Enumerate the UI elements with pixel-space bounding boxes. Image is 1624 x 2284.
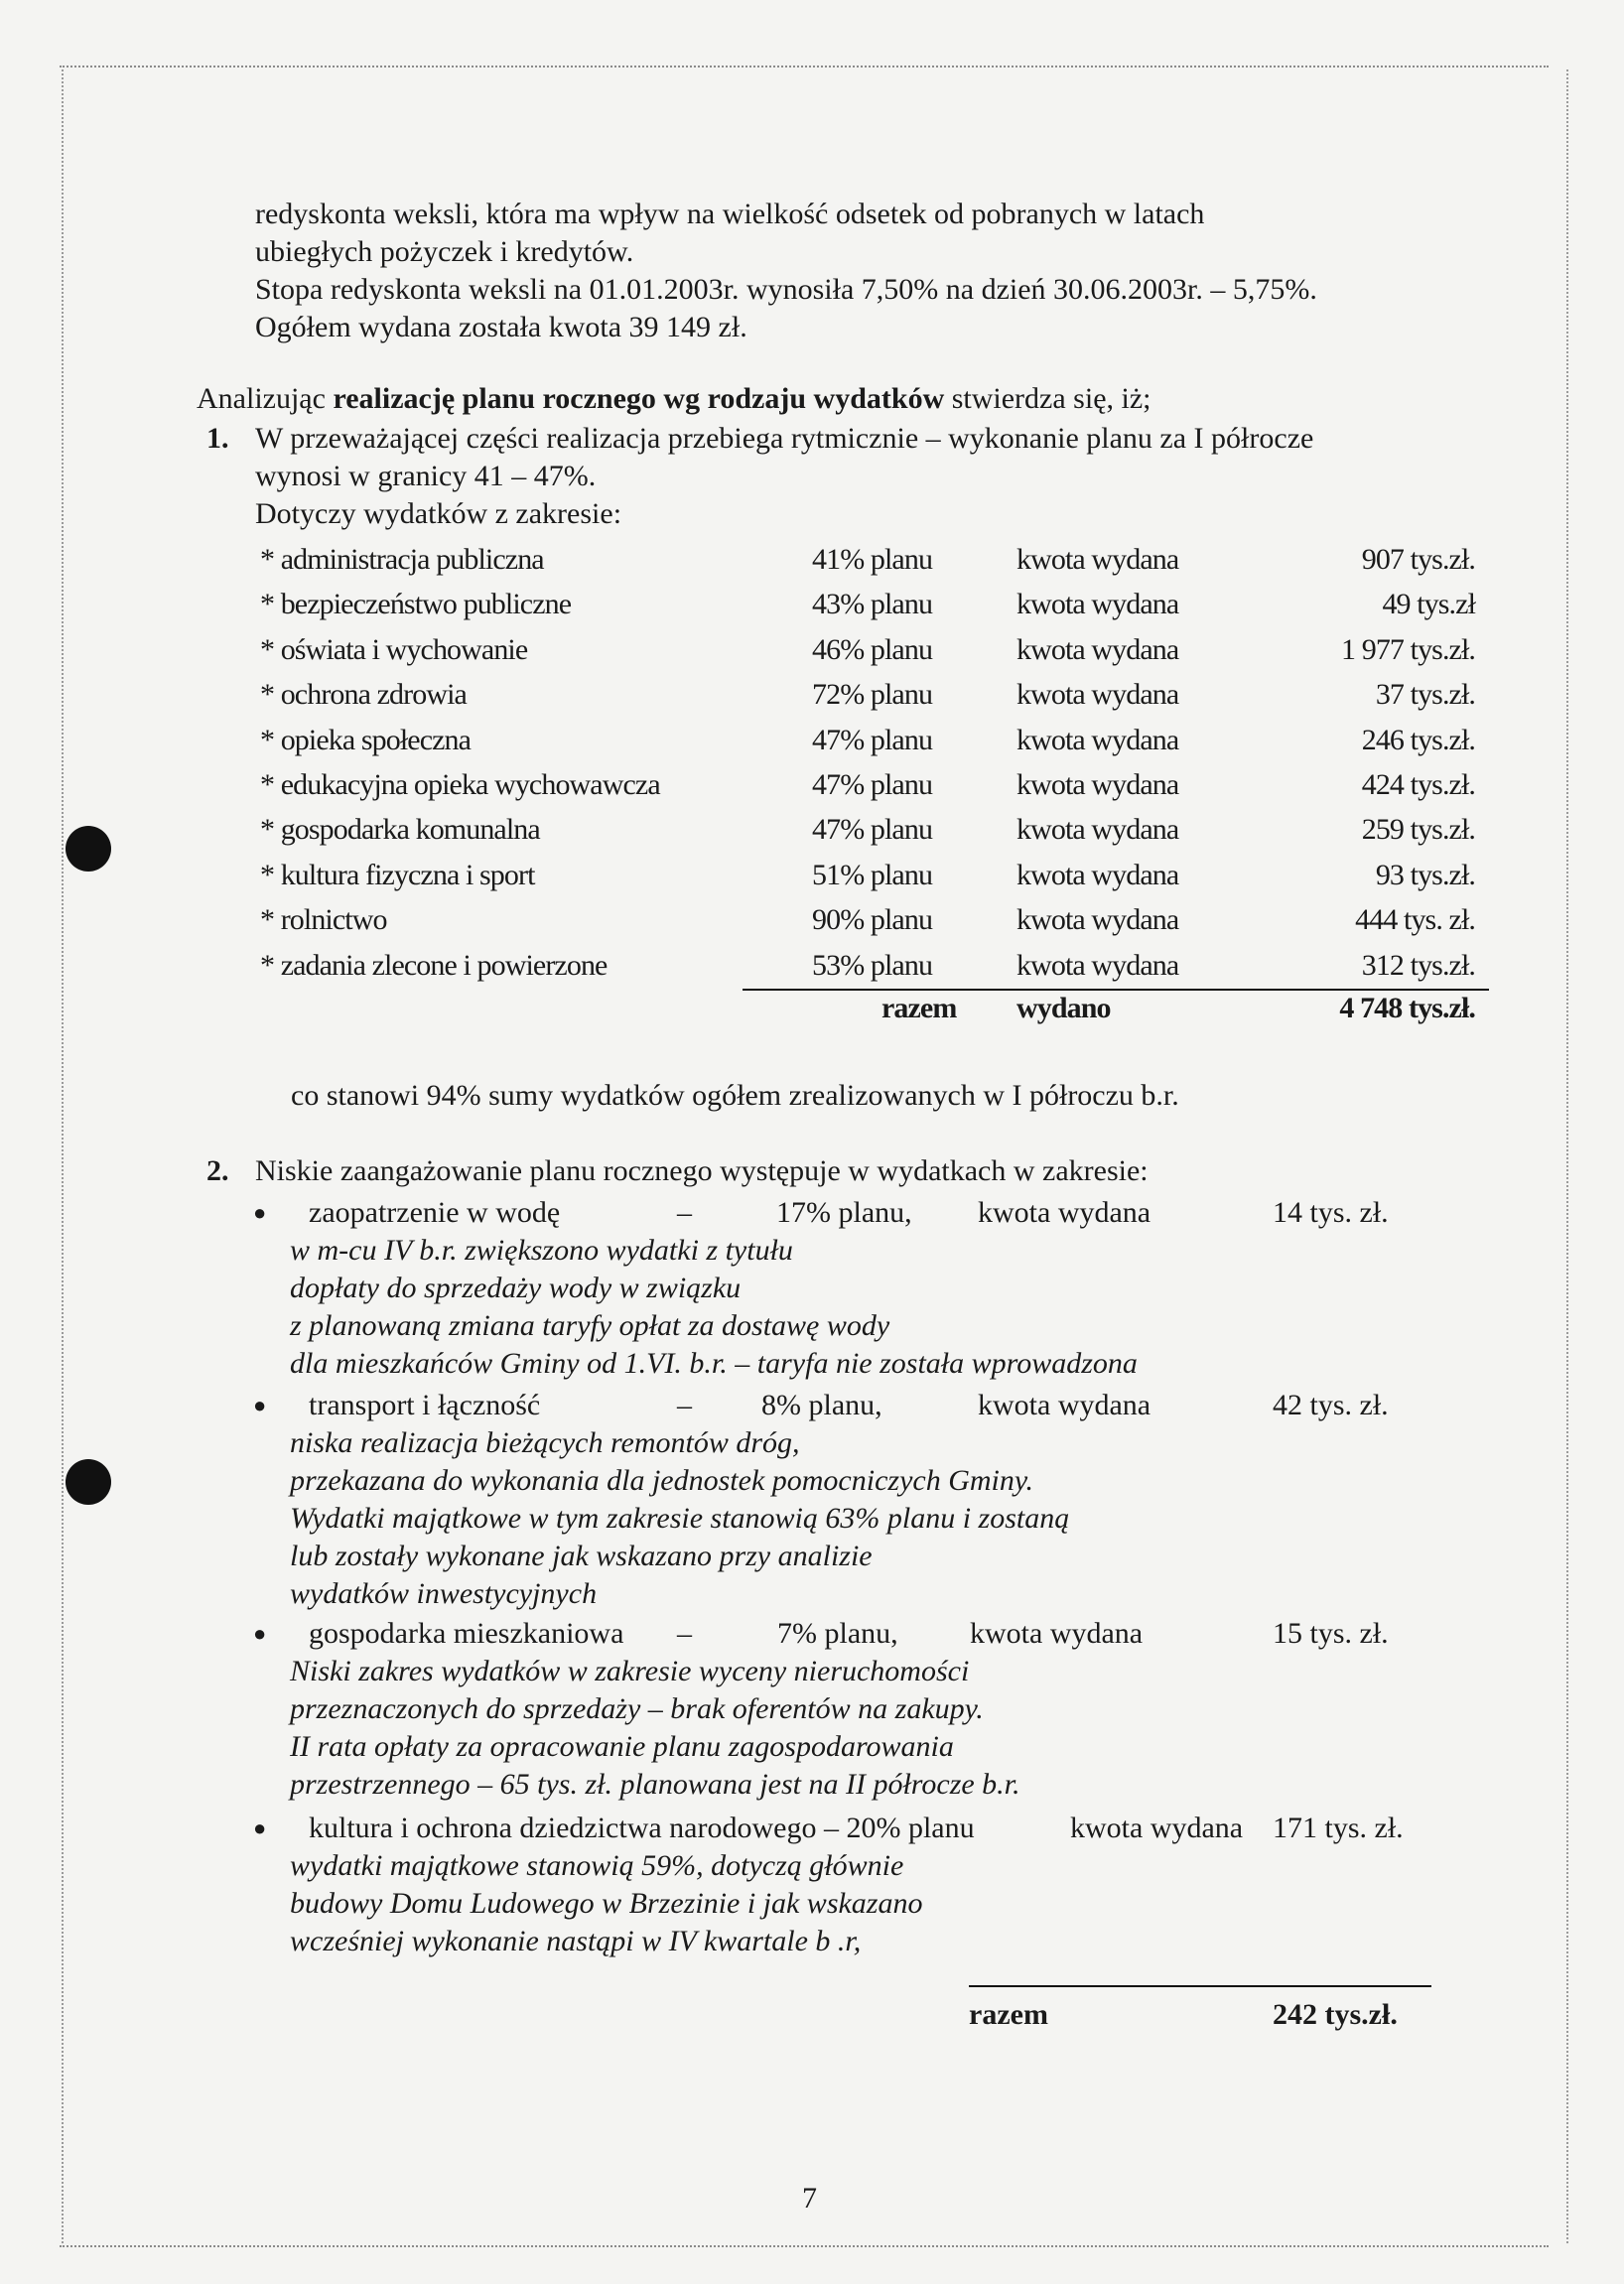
scan-edge-bottom [60,2245,1549,2247]
item-note: II rata opłaty za opracowanie planu zagospodarowania [290,1730,954,1763]
intro-line: Stopa redyskonta weksli na 01.01.2003r. wynosiła 7,50% na dzień 30.06.2003r. – 5,75%. [255,273,1317,306]
table-cell-kw: kwota wydana [1016,678,1179,712]
scan-edge-top [60,66,1549,67]
item-name: zaopatrzenie w wodę [309,1196,561,1229]
item-dash: – [677,1617,692,1650]
item-kwota: kwota wydana [978,1389,1151,1421]
item-percent: 17% planu, [776,1196,912,1229]
item-note: dopłaty do sprzedaży wody w związku [290,1272,742,1304]
bullet-icon: ● [253,1815,267,1840]
item-amount: 14 tys. zł. [1273,1196,1389,1229]
bullet-icon: ● [253,1200,267,1225]
item-dash: – [677,1389,692,1421]
table-cell-amt: 312 tys.zł. [1361,948,1475,982]
item-name: kultura i ochrona dziedzictwa narodowego – 20% planu [309,1812,975,1844]
bullet-icon: ● [253,1393,267,1417]
item-note: wcześniej wykonanie nastąpi w IV kwartale b .r, [290,1925,862,1957]
item-note: budowy Domu Ludowego w Brzezinie i jak wskazano [290,1887,923,1920]
item-name: transport i łączność [309,1389,541,1421]
analysis-heading: Analizując realizację planu rocznego wg rodzaju wydatków stwierdza się, iż; [197,382,1151,415]
table-cell-amt: 907 tys.zł. [1361,543,1475,576]
bullet-icon: ● [253,1621,267,1646]
item-note: Niski zakres wydatków w zakresie wyceny nieruchomości [290,1655,970,1687]
table-cell-kw: kwota wydana [1016,948,1179,982]
table-cell-name: * zadania zlecone i powierzone [260,948,608,982]
point-number: 2. [206,1154,229,1187]
table-cell-amt: 1 977 tys.zł. [1341,632,1475,666]
total-amount: 4 748 tys.zł. [1339,992,1475,1024]
intro-line: Ogółem wydana została kwota 39 149 zł. [255,311,747,343]
table-cell-kw: kwota wydana [1016,543,1179,576]
table-cell-pct: 53% planu [812,948,933,982]
table-cell-amt: 424 tys.zł. [1361,768,1475,801]
punch-hole [66,1459,111,1505]
scan-edge-left [62,69,64,2243]
table-cell-name: * oświata i wychowanie [260,632,528,666]
total-wydano: wydano [1016,992,1111,1024]
item-note: przestrzennego – 65 tys. zł. planowana jest na II półrocze b.r. [290,1768,1020,1801]
item-amount: 15 tys. zł. [1273,1617,1389,1650]
item-note: w m-cu IV b.r. zwiększono wydatki z tytułu [290,1234,793,1267]
table-cell-pct: 46% planu [812,632,933,666]
table-cell-kw: kwota wydana [1016,723,1179,756]
table-cell-name: * administracja publiczna [260,543,544,576]
table-cell-name: * kultura fizyczna i sport [260,858,535,891]
item-kwota: kwota wydana [978,1196,1151,1229]
table-cell-name: * opieka społeczna [260,723,472,756]
item-dash: – [677,1196,692,1229]
intro-line: redyskonta weksli, która ma wpływ na wielkość odsetek od pobranych w latach [255,198,1205,230]
item-amount: 171 tys. zł. [1273,1812,1404,1844]
point1-text: Dotyczy wydatków z zakresie: [255,497,622,530]
point2-intro: Niskie zaangażowanie planu rocznego występuje w wydatkach w zakresie: [255,1154,1149,1187]
table-cell-pct: 41% planu [812,543,933,576]
table-cell-amt: 93 tys.zł. [1375,858,1475,891]
point1-text: W przeważającej części realizacja przebiega rytmicznie – wykonanie planu za I półrocze [255,422,1314,455]
table-cell-kw: kwota wydana [1016,858,1179,891]
page-number: 7 [802,2182,817,2215]
total-label: razem [881,992,957,1024]
table-cell-amt: 246 tys.zł. [1361,723,1475,756]
table-cell-pct: 90% planu [812,903,933,937]
total-amount: 242 tys.zł. [1273,1998,1398,2031]
table-cell-pct: 51% planu [812,858,933,891]
item-note: dla mieszkańców Gminy od 1.VI. b.r. – taryfa nie została wprowadzona [290,1347,1138,1380]
item-note: Wydatki majątkowe w tym zakresie stanowią 63% planu i zostaną [290,1502,1070,1535]
total-label: razem [969,1998,1048,2031]
table-cell-pct: 47% planu [812,813,933,847]
item-note: niska realizacja bieżących remontów dróg, [290,1426,800,1459]
item-note: lub zostały wykonane jak wskazano przy analizie [290,1540,873,1572]
punch-hole [66,826,111,872]
table-cell-amt: 259 tys.zł. [1361,813,1475,847]
table-cell-name: * gospodarka komunalna [260,813,540,847]
table-cell-pct: 72% planu [812,678,933,712]
table-cell-pct: 47% planu [812,768,933,801]
point1-summary: co stanowi 94% sumy wydatków ogółem zrealizowanych w I półroczu b.r. [291,1079,1179,1112]
item-kwota: kwota wydana [1070,1812,1244,1844]
table-cell-amt: 49 tys.zł [1382,588,1475,621]
table-cell-name: * rolnictwo [260,903,387,937]
table-cell-name: * bezpieczeństwo publiczne [260,588,572,621]
table-cell-kw: kwota wydana [1016,588,1179,621]
item-name: gospodarka mieszkaniowa [309,1617,624,1650]
table-cell-name: * edukacyjna opieka wychowawcza [260,768,660,801]
table-cell-amt: 444 tys. zł. [1355,903,1475,937]
item-amount: 42 tys. zł. [1273,1389,1389,1421]
table-cell-kw: kwota wydana [1016,768,1179,801]
table-cell-kw: kwota wydana [1016,813,1179,847]
point-number: 1. [206,422,229,455]
item-note: wydatków inwestycyjnych [290,1577,598,1610]
table-cell-kw: kwota wydana [1016,903,1179,937]
table-cell-pct: 43% planu [812,588,933,621]
item-note: z planowaną zmiana taryfy opłat za dostawę wody [290,1309,890,1342]
table-cell-pct: 47% planu [812,723,933,756]
intro-line: ubiegłych pożyczek i kredytów. [255,235,634,268]
item-note: wydatki majątkowe stanowią 59%, dotyczą głównie [290,1849,904,1882]
table-cell-name: * ochrona zdrowia [260,678,467,712]
item-percent: 7% planu, [777,1617,898,1650]
item-percent: 8% planu, [761,1389,882,1421]
point1-text: wynosi w granicy 41 – 47%. [255,460,597,492]
item-note: przeznaczonych do sprzedaży – brak oferentów na zakupy. [290,1692,984,1725]
scan-edge-right [1566,69,1568,2243]
item-note: przekazana do wykonania dla jednostek pomocniczych Gminy. [290,1464,1034,1497]
item-kwota: kwota wydana [970,1617,1144,1650]
total-rule [969,1985,1431,1987]
table-cell-kw: kwota wydana [1016,632,1179,666]
table-cell-amt: 37 tys.zł. [1375,678,1475,712]
